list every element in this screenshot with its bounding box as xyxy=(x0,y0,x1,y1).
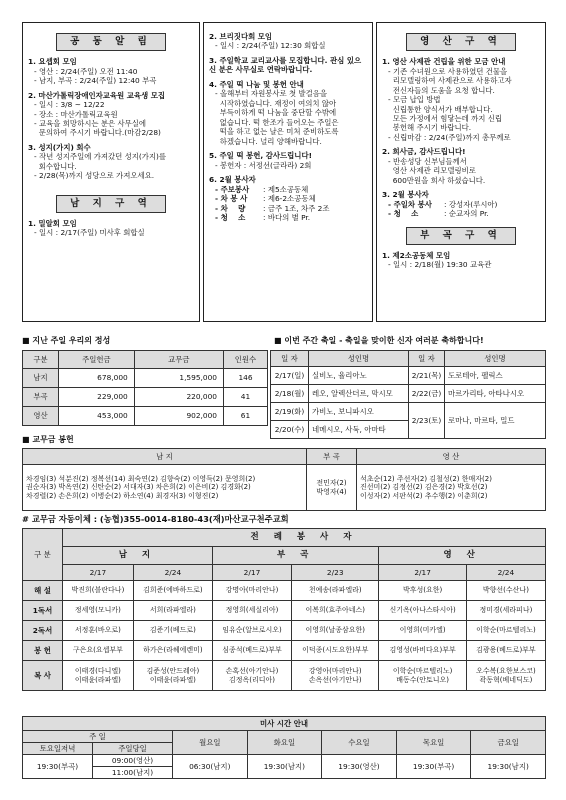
server-label: - 청 소 xyxy=(215,212,246,222)
liturgy-date: 2/17 xyxy=(379,565,466,581)
notice-line: 떡을 하고 없는 날은 미처 준비하도록 xyxy=(215,127,339,137)
notice-line: 모든 가정에서 힘닿는데 까지 신립 xyxy=(388,113,503,123)
tithe-header-bugok: 부 곡 xyxy=(307,449,357,465)
liturgy-server: 서정훈(바오로) xyxy=(63,621,134,641)
feasts-title: ■ 이번 주간 축일 - 축일을 맞이한 신자 여러분 축하합니다! xyxy=(274,336,484,345)
liturgy-role: 봉 헌 xyxy=(23,641,63,661)
liturgy-group-label: 구 분 xyxy=(23,529,63,581)
feast-date: 2/23(토) xyxy=(409,403,445,439)
finance-value: 678,000 xyxy=(59,369,135,388)
tithe-table xyxy=(22,448,546,511)
liturgy-server: 김준성(안드레아) 이태윤(라파엘) xyxy=(133,661,212,691)
yeongsan-column xyxy=(376,22,546,322)
server-value: : 금주 1조, 차주 2조 xyxy=(263,203,330,213)
server-row xyxy=(209,185,367,194)
notice-title: 1. 제2소공동체 모임 xyxy=(382,250,451,260)
liturgy-server: 이학순(마르텔리노) xyxy=(466,621,545,641)
tithe-line: 차경임(3) 석분진(2) 정복선(14) 최숙연(2) 김향숙(2) 이영득(2) 문영희(2) xyxy=(26,474,256,483)
liturgy-server: 강영아(마리안나) 손옥선(아기안나) xyxy=(292,661,379,691)
server-label: - 차 량 xyxy=(215,203,246,213)
liturgy-role: 1독서 xyxy=(23,601,63,621)
notice-line: - 봉헌자 : 서정선(글라라) 2회 xyxy=(215,160,312,170)
liturgy-server: 이덕종(시도요한)부부 xyxy=(292,641,379,661)
liturgy-server: 이학순(마르텔리노) 배동수(안토니오) xyxy=(379,661,466,691)
notice-line: 시작하였습니다. 재정이 여의치 않아 xyxy=(215,98,337,108)
notice-line: - 교육을 희망하시는 분은 사무실에 xyxy=(34,118,147,128)
finance-value: 220,000 xyxy=(134,388,223,407)
mass-title: 미사 시간 안내 xyxy=(23,717,546,731)
finance-region: 부곡 xyxy=(23,388,59,407)
feast-date: 2/22(금) xyxy=(409,385,445,403)
notice-line: - 반송성당 신부님들께서 xyxy=(388,156,467,166)
finance-value: 146 xyxy=(224,369,268,388)
tithe-line: 박영자(4) xyxy=(316,487,347,496)
liturgy-region: 부 곡 xyxy=(212,547,379,565)
feast-saints: 네메시오, 사둑, 아마타 xyxy=(309,421,409,439)
feasts-header: 성인명 xyxy=(309,351,409,367)
notice-line: - 장소 : 마산가톨릭교육원 xyxy=(34,109,118,119)
liturgy-server: 서희(라파엘라) xyxy=(133,601,212,621)
bugok-header: 부 곡 구 역 xyxy=(406,227,516,245)
feast-date: 2/19(화) xyxy=(271,403,309,421)
liturgy-role: 해 설 xyxy=(23,581,63,601)
feast-date: 2/18(월) xyxy=(271,385,309,403)
liturgy-server: 김희준(에바하드로) xyxy=(133,581,212,601)
liturgy-server: 천예송(라파엘라) xyxy=(292,581,379,601)
notice-title: 4. 주일 떡 나눔 및 봉헌 안내 xyxy=(209,79,304,89)
server-value: : 바다의 별 Pr. xyxy=(263,212,311,222)
liturgy-region: 남 지 xyxy=(63,547,213,565)
finance-value: 902,000 xyxy=(134,407,223,426)
notice-title: 5. 주일 떡 봉헌, 감사드립니다! xyxy=(209,151,312,161)
finance-header: 구분 xyxy=(23,351,59,369)
notice-title: 2. 브리짓다회 모임 xyxy=(209,32,273,41)
liturgy-role: 2독서 xyxy=(23,621,63,641)
mass-table xyxy=(22,716,546,779)
liturgy-date: 2/17 xyxy=(212,565,291,581)
server-label: - 차 봉 사 xyxy=(215,194,248,204)
common-notices-list xyxy=(28,57,194,181)
feast-saints: 로마나, 마르타, 밀드 xyxy=(445,403,546,439)
mass-sunday-label: 주 일 xyxy=(23,731,173,743)
servers-list-3 xyxy=(382,200,540,219)
feasts-table xyxy=(270,350,546,439)
namji-header: 남 지 구 역 xyxy=(56,195,166,213)
mass-weekday-time: 19:30(남지) xyxy=(247,755,322,779)
notice-title: 3. 2월 봉사자 xyxy=(382,190,429,200)
notice-line: 부득이하게 떡 나눔을 중단할 수밖에 xyxy=(215,108,337,118)
finance-value: 453,000 xyxy=(59,407,135,426)
mass-sun-time: 11:00(남지) xyxy=(93,767,173,779)
notice-line: - 영산 : 2/24(주일) 오전 11:40 xyxy=(34,66,138,76)
liturgy-server: 김준기(베드로) xyxy=(133,621,212,641)
server-value: : 순교자의 Pr. xyxy=(444,209,489,219)
notice-line: - 일시 : 2/17(주일) 미사후 회합실 xyxy=(34,228,145,238)
notice-line: - 2/28(목)까지 성당으로 가져오세요. xyxy=(34,171,155,181)
mass-weekday: 월요일 xyxy=(173,731,248,755)
liturgy-server: 박후성(요한) xyxy=(379,581,466,601)
notice-line: 봉헌해 주시기 바랍니다. xyxy=(388,123,472,133)
notice-line: - 일시 : 2/18(월) 19:30 교육관 xyxy=(388,260,492,270)
liturgy-server: 심종석(베드로)부부 xyxy=(212,641,291,661)
tithe-header-namji: 남 지 xyxy=(23,449,307,465)
notice-line: - 신립마감 : 2/24(주일)까지 총무께로 xyxy=(388,132,511,142)
mass-sat-time: 19:30(부곡) xyxy=(23,755,93,779)
feast-saints: 도로테아, 펠릭스 xyxy=(445,367,546,385)
notice-line: - 기존 수녀원으로 사용하였던 건물을 xyxy=(388,66,508,76)
notices-column-2 xyxy=(203,22,373,322)
feasts-header: 성인명 xyxy=(445,351,546,367)
liturgy-date: 2/24 xyxy=(133,565,212,581)
mass-sat-label: 토요일저녁 xyxy=(23,743,93,755)
liturgy-server: 김광용(베드로)부부 xyxy=(466,641,545,661)
yeongsan-header: 영 산 구 역 xyxy=(406,33,516,51)
notices-list-2 xyxy=(209,32,367,185)
liturgy-server: 하가은(라헤에렌미) xyxy=(133,641,212,661)
notice-line: 전신자들의 도움을 요청 합니다. xyxy=(388,85,495,95)
liturgy-server: 정영희(세실리아) xyxy=(212,601,291,621)
server-row xyxy=(382,209,540,218)
servers-list-2 xyxy=(209,185,367,223)
feast-saints: 가비노, 보니파시오 xyxy=(309,403,409,421)
liturgy-server: 신기옥(아나스타시아) xyxy=(379,601,466,621)
feasts-header: 일 자 xyxy=(409,351,445,367)
finance-header: 주일헌금 xyxy=(59,351,135,369)
notice-title: 3. 주일학교 교리교사를 모집합니다. 관심 있으신 분은 사무실로 연락바랍니다. xyxy=(209,55,362,75)
liturgy-server: 오수복(요한보스코) 곽동혁(베네딕도) xyxy=(466,661,545,691)
finance-region: 남지 xyxy=(23,369,59,388)
notice-title: 2. 마산가톨릭장애인자교육원 교육생 모집 xyxy=(28,90,166,100)
liturgy-date: 2/24 xyxy=(466,565,545,581)
liturgy-server: 손혹선(아기안나) 김정옥(리디아) xyxy=(212,661,291,691)
liturgy-role: 복 사 xyxy=(23,661,63,691)
liturgy-server: 이영희(날종삼요한) xyxy=(292,621,379,641)
server-row xyxy=(209,213,367,222)
server-value: : 제5소공동체 xyxy=(263,184,309,194)
liturgy-server: 정미경(세라피나) xyxy=(466,601,545,621)
namji-notices-list xyxy=(28,219,194,238)
feasts-header: 일 자 xyxy=(271,351,309,367)
server-row xyxy=(209,194,367,203)
feast-date: 2/17(일) xyxy=(271,367,309,385)
bugok-notices-list xyxy=(382,251,540,270)
tithe-title: ■ 교무금 봉헌 xyxy=(22,435,74,444)
feast-date: 2/20(수) xyxy=(271,421,309,439)
feast-saints: 마르가리타, 아타나시오 xyxy=(445,385,546,403)
liturgy-server: 이태경(다니엘) 이태윤(라파엘) xyxy=(63,661,134,691)
liturgy-server: 구은요(요셉부부 xyxy=(63,641,134,661)
notice-line: 없습니다. 떡 한조가 들어오는 주일은 xyxy=(215,117,339,127)
tithe-bugok xyxy=(307,465,357,511)
feast-date: 2/21(목) xyxy=(409,367,445,385)
server-label: - 주일차 봉사 xyxy=(388,199,432,209)
feast-saints: 실비노, 율리아노 xyxy=(309,367,409,385)
server-value: : 제6-2소공동체 xyxy=(263,194,316,204)
notice-line: - 작년 성지주일에 가져갔던 성지(가지)를 xyxy=(34,152,167,162)
liturgy-server: 이영희(미카엘) xyxy=(379,621,466,641)
finance-value: 1,595,000 xyxy=(134,369,223,388)
tithe-line: 석초순(12) 주선자(2) 김철성(2) 한매자(2) xyxy=(360,474,492,483)
mass-weekday-time: 19:30(남지) xyxy=(471,755,546,779)
notice-title: 1. 요셉회 모임 xyxy=(28,57,77,67)
notice-title: 1. 영산 사제관 건립을 위한 모금 안내 xyxy=(382,57,506,67)
server-value: : 강성자(루시아) xyxy=(444,199,498,209)
notice-line: - 남지, 부곡 : 2/24(주일) 12:40 부곡 xyxy=(34,76,157,86)
liturgy-title: 전 례 봉 사 자 xyxy=(63,529,546,547)
server-row xyxy=(209,204,367,213)
tithe-header-yeongsan: 영 산 xyxy=(357,449,546,465)
common-notices-header: 공 동 알 림 xyxy=(56,33,166,51)
mass-weekday: 목요일 xyxy=(396,731,471,755)
notice-line: - 일시 : 2/24(주일) 12:30 회합실 xyxy=(215,41,326,51)
tithe-namji xyxy=(23,465,307,511)
yeongsan-notices-list xyxy=(382,57,540,200)
auto-transfer-account: # 교무금 자동이체 : (농협)355-0014-8180-43(재)마산교구천주교회 xyxy=(22,514,289,524)
common-notices-column xyxy=(22,22,200,322)
notice-title: 2. 희사금, 감사드립니다! xyxy=(382,147,466,157)
finance-value: 61 xyxy=(224,407,268,426)
server-label: - 주보봉사 xyxy=(215,184,250,194)
notice-line: 리모델링하여 사제관으로 사용하고자 xyxy=(388,76,512,86)
tithe-line: 이성자(2) 서판석(2) 추수행(2) 이춘희(2) xyxy=(360,491,488,500)
finance-header: 교무금 xyxy=(134,351,223,369)
mass-weekday: 수요일 xyxy=(322,731,397,755)
mass-weekday-time: 19:30(영산) xyxy=(322,755,397,779)
notice-line: - 일시 : 3/8 ~ 12/22 xyxy=(34,100,105,110)
notice-title: 6. 2월 봉사자 xyxy=(209,175,256,185)
tithe-line: 권순자(3) 박옥연(2) 신탄순(2) 서대자(3) 차은희(2) 이은비(2) 김경화(2) xyxy=(26,483,251,492)
liturgy-server: 박향선(수산나) xyxy=(466,581,545,601)
liturgy-server: 임유순(알브로시오) xyxy=(212,621,291,641)
tithe-line: 전민자(2) xyxy=(316,479,347,488)
liturgy-date: 2/17 xyxy=(63,565,134,581)
notice-line: - 모금 납입 방법 xyxy=(388,95,441,105)
tithe-yeongsan xyxy=(357,465,546,511)
liturgy-server: 박진희(블란다나) xyxy=(63,581,134,601)
liturgy-server: 김영성(바비다요)부부 xyxy=(379,641,466,661)
mass-weekday: 금요일 xyxy=(471,731,546,755)
notice-line: 문의하여 주시기 바랍니다.(마감2/28) xyxy=(34,128,161,138)
mass-sun-label: 주일당일 xyxy=(93,743,173,755)
tithe-line: 차경렬(2) 손은희(2) 이병순(2) 하소연(4) 최경자(3) 이형진(2) xyxy=(26,491,219,500)
notice-line: 하겠습니다. 널리 양해바랍니다. xyxy=(215,136,322,146)
server-row xyxy=(382,200,540,209)
mass-sun-time: 09:00(영산) xyxy=(93,755,173,767)
finance-header: 인원수 xyxy=(224,351,268,369)
liturgy-table xyxy=(22,528,546,691)
liturgy-region: 영 산 xyxy=(379,547,546,565)
notice-line: - 올해부터 자원봉사로 첫 발걸음을 xyxy=(215,89,328,99)
notice-line: 600만원을 희사 하셨습니다. xyxy=(388,175,486,185)
liturgy-server: 정세영(모니카) xyxy=(63,601,134,621)
finance-title: ■ 지난 주일 우리의 정성 xyxy=(22,336,111,345)
notice-title: 1. 밀알회 모임 xyxy=(28,218,77,228)
notice-line: 영산 사제관 리모델링비로 xyxy=(388,166,476,176)
mass-weekday: 화요일 xyxy=(247,731,322,755)
finance-region: 영산 xyxy=(23,407,59,426)
tithe-line: 진선미(2) 김정선(2) 김은경(2) 박호선(2) xyxy=(360,483,488,492)
liturgy-server: 이복희(효주아네스) xyxy=(292,601,379,621)
finance-value: 229,000 xyxy=(59,388,135,407)
finance-value: 41 xyxy=(224,388,268,407)
liturgy-server: 강명아(마리안나) xyxy=(212,581,291,601)
finance-table xyxy=(22,350,268,426)
notice-title: 3. 성지(가지) 회수 xyxy=(28,142,91,152)
server-label: - 청 소 xyxy=(388,209,419,219)
liturgy-date: 2/23 xyxy=(292,565,379,581)
feast-saints: 레오, 알렉산더르, 막시모 xyxy=(309,385,409,403)
mass-weekday-time: 19:30(부곡) xyxy=(396,755,471,779)
notice-line: 신립통한 양식서가 배부합니다. xyxy=(388,104,493,114)
notice-line: 회수합니다. xyxy=(34,161,77,171)
mass-weekday-time: 06:30(남지) xyxy=(173,755,248,779)
